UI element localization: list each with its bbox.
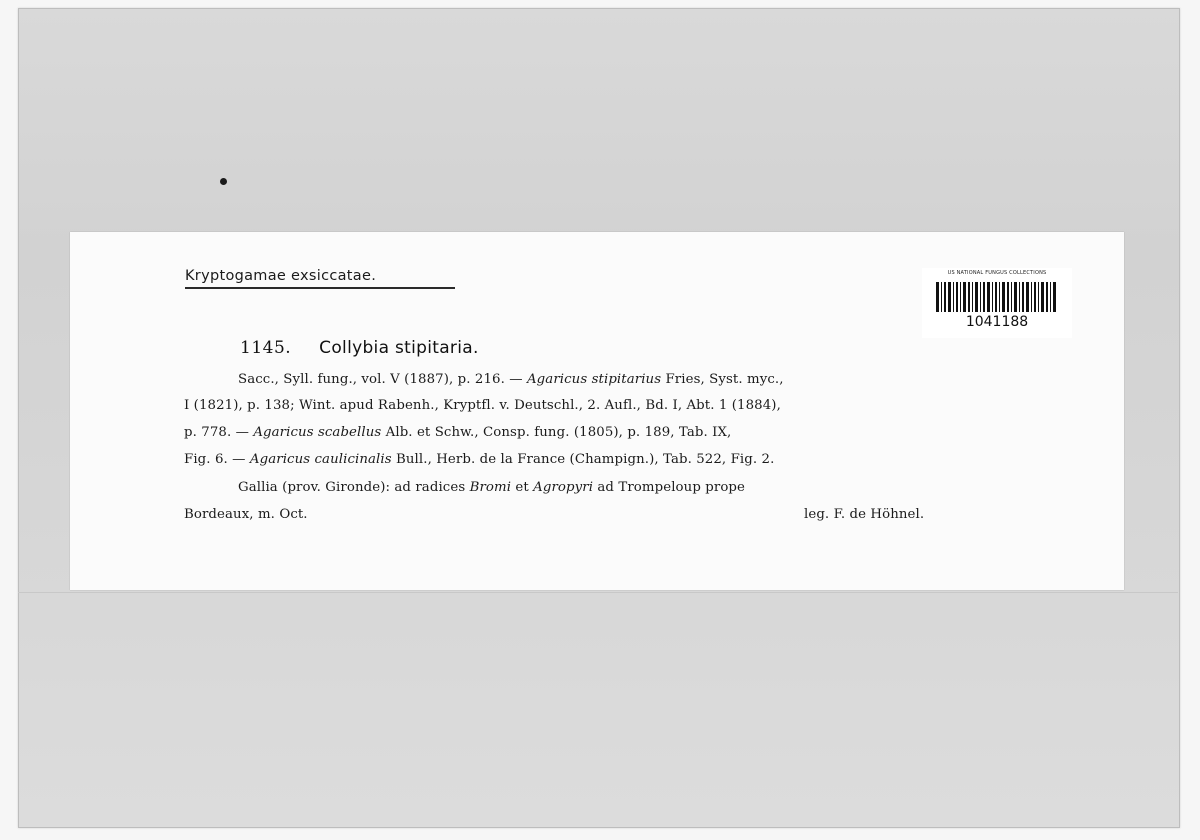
- species-number: 1145.: [240, 338, 292, 358]
- host-genus: Bromi: [469, 480, 512, 495]
- barcode-icon: [936, 282, 1058, 312]
- citation-line-4: Fig. 6. — Agaricus caulicinalis Bull., Herb. de la France (Champign.), Tab. 522, Fig. 2.: [184, 452, 775, 467]
- species-heading: [240, 338, 479, 358]
- species-name: Collybia stipitaria.: [319, 338, 479, 358]
- series-title: Kryptogamae exsiccatae.: [185, 268, 455, 289]
- locality-line: Gallia (prov. Gironde): ad radices Bromi et Agropyri ad Trompeloup prope: [238, 480, 746, 495]
- collector: leg. F. de Höhnel.: [804, 507, 925, 522]
- specimen-label: [70, 232, 1124, 590]
- citation-line-2: I (1821), p. 138; Wint. apud Rabenh., Kryptfl. v. Deutschl., 2. Aufl., Bd. I, Abt. 1 (1884),: [184, 398, 781, 413]
- synonym-name: Agaricus caulicinalis: [249, 452, 392, 467]
- citation-line-3: p. 778. — Agaricus scabellus Alb. et Schw., Consp. fung. (1805), p. 189, Tab. IX,: [184, 425, 732, 440]
- sheet-fold-line: [18, 592, 1178, 593]
- synonym-name: Agaricus stipitarius: [526, 372, 662, 387]
- barcode-label: [922, 268, 1072, 338]
- host-genus: Agropyri: [533, 480, 594, 495]
- barcode-caption: US NATIONAL FUNGUS COLLECTIONS: [947, 270, 1047, 276]
- locality-date: Bordeaux, m. Oct.: [184, 507, 308, 522]
- barcode-number: 1041188: [965, 314, 1029, 330]
- citation-line-1: Sacc., Syll. fung., vol. V (1887), p. 216. — Agaricus stipitarius Fries, Syst. myc.,: [238, 372, 784, 387]
- synonym-name: Agaricus scabellus: [253, 425, 382, 440]
- pin-dot: [220, 178, 227, 185]
